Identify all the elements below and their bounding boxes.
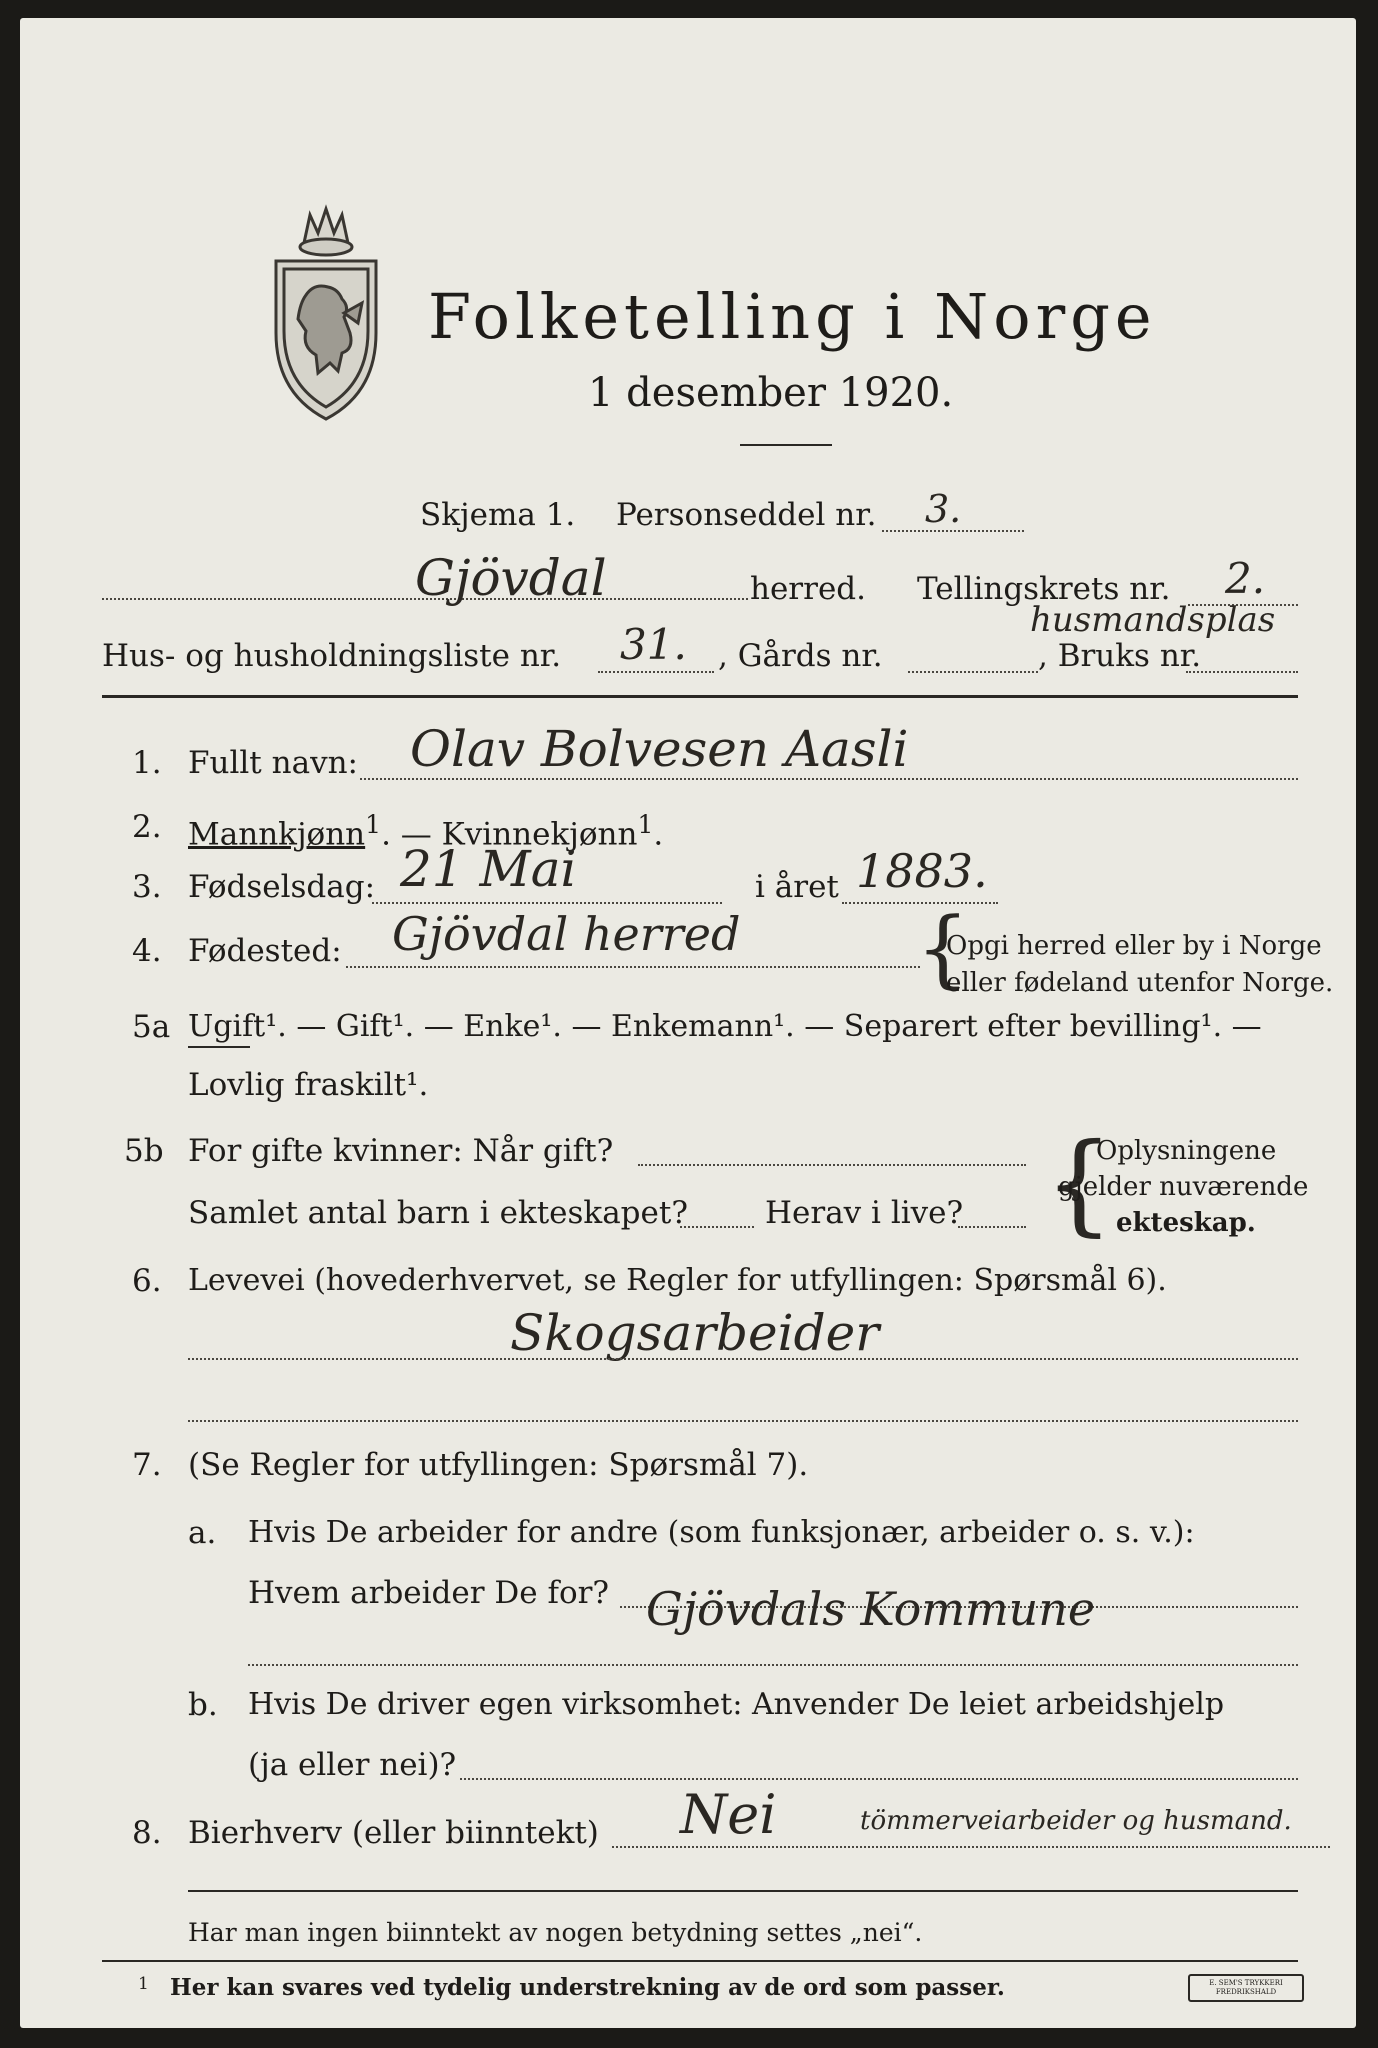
q4-note-2: eller fødeland utenfor Norge. bbox=[946, 968, 1334, 998]
q3-label: Fødselsdag: bbox=[188, 869, 376, 905]
q4-note-1: Opgi herred eller by i Norge bbox=[946, 931, 1322, 961]
q5b-label-2: Samlet antal barn i ekteskapet? bbox=[188, 1195, 688, 1231]
q8-label: Bierhverv (eller biinntekt) bbox=[188, 1815, 599, 1851]
q5a-number: 5a bbox=[132, 1009, 171, 1045]
q4-number: 4. bbox=[132, 933, 162, 969]
form-title: Folketelling i Norge bbox=[428, 280, 1157, 353]
option-mannkjonn: Mannkjønn bbox=[188, 816, 366, 853]
footnote-divider bbox=[102, 1960, 1298, 1962]
husmandsplas-value: husmandsplas bbox=[1030, 600, 1276, 640]
employer-value: Gjövdals Kommune bbox=[646, 1582, 1096, 1636]
full-name-value: Olav Bolvesen Aasli bbox=[410, 720, 909, 778]
census-form-sheet bbox=[20, 18, 1356, 2028]
q5b-label-1: For gifte kvinner: Når gift? bbox=[188, 1133, 614, 1169]
q7-number: 7. bbox=[132, 1447, 162, 1483]
q7b-label-2: (ja eller nei)? bbox=[248, 1747, 457, 1783]
hus-label: Hus- og husholdningsliste nr. bbox=[102, 638, 562, 674]
q7-label: (Se Regler for utfyllingen: Spørsmål 7). bbox=[188, 1447, 809, 1483]
skjema-label: Skjema 1. bbox=[420, 497, 576, 533]
herred-label: herred. bbox=[750, 571, 866, 607]
norwegian-lion-crest-icon bbox=[258, 203, 394, 425]
occupation-value: Skogsarbeider bbox=[510, 1304, 880, 1362]
personseddel-label: Personseddel nr. bbox=[616, 497, 877, 533]
q6-label: Levevei (hovederhvervet, se Regler for utfyllingen: Spørsmål 6). bbox=[188, 1263, 1167, 1298]
birthplace-value: Gjövdal herred bbox=[392, 907, 741, 961]
q1-number: 1. bbox=[132, 745, 162, 781]
q4-brace: { bbox=[916, 899, 970, 997]
hus-value: 31. bbox=[620, 620, 687, 669]
option-kvinnekjonn: Kvinnekjønn bbox=[441, 816, 638, 853]
tellingskrets-label: Tellingskrets nr. bbox=[917, 571, 1171, 607]
q7b-label-1: Hvis De driver egen virksomhet: Anvender De leiet arbeidshjelp bbox=[248, 1687, 1225, 1722]
tellingskrets-value: 2. bbox=[1225, 554, 1266, 603]
q5b-number: 5b bbox=[124, 1133, 164, 1169]
personseddel-value: 3. bbox=[925, 487, 962, 531]
side-income-value: Nei bbox=[680, 1783, 777, 1846]
printer-stamp: E. SEM'S TRYKKERI FREDRIKSHALD bbox=[1188, 1974, 1304, 2002]
gards-label: , Gårds nr. bbox=[718, 638, 883, 674]
bruks-label: , Bruks nr. bbox=[1038, 638, 1202, 674]
footnote-mark: 1 bbox=[138, 1974, 149, 1994]
title-divider bbox=[740, 444, 832, 446]
q2-number: 2. bbox=[132, 809, 162, 845]
footer-divider bbox=[188, 1890, 1298, 1892]
q8-number: 8. bbox=[132, 1815, 162, 1851]
census-date: 1 desember 1920. bbox=[588, 370, 954, 416]
q7a-label-1: Hvis De arbeider for andre (som funksjonær, arbeider o. s. v.): bbox=[248, 1515, 1195, 1550]
q3-number: 3. bbox=[132, 869, 162, 905]
q5a-options: Ugift¹. — Gift¹. — Enke¹. — Enkemann¹. — Separert efter bevilling¹. — bbox=[188, 1009, 1262, 1044]
birthdate-value: 21 Mai bbox=[400, 840, 577, 898]
q1-label: Fullt navn: bbox=[188, 745, 358, 781]
side-income-detail: tömmerveiarbeider og husmand. bbox=[860, 1806, 1292, 1836]
q5b-label-3: Herav i live? bbox=[765, 1195, 964, 1231]
q5a-options-2: Lovlig fraskilt¹. bbox=[188, 1067, 429, 1103]
q7a-label-2: Hvem arbeider De for? bbox=[248, 1575, 610, 1611]
q2-options: Mannkjønn$^1$. — Kvinnekjønn$^1$. bbox=[188, 810, 664, 853]
q3-year-label: i året bbox=[755, 869, 839, 905]
footnote-text: Her kan svares ved tydelig understrekning av de ord som passer. bbox=[170, 1974, 1005, 2001]
q4-label: Fødested: bbox=[188, 933, 342, 969]
q7b-number: b. bbox=[188, 1687, 218, 1723]
birthyear-value: 1883. bbox=[856, 844, 988, 898]
ugift-underline bbox=[188, 1046, 250, 1048]
footer-note: Har man ingen biinntekt av nogen betydning settes „nei“. bbox=[188, 1918, 923, 1947]
q5b-brace: { bbox=[1044, 1119, 1114, 1247]
q7a-number: a. bbox=[188, 1515, 217, 1551]
herred-value: Gjövdal bbox=[415, 549, 607, 607]
q6-number: 6. bbox=[132, 1263, 162, 1299]
q5b-note-3: ekteskap. bbox=[1116, 1208, 1256, 1238]
q5b-note-2: gjelder nuværende bbox=[1058, 1172, 1309, 1202]
q5b-note-1: Oplysningene bbox=[1096, 1136, 1277, 1166]
header-divider bbox=[102, 695, 1298, 698]
